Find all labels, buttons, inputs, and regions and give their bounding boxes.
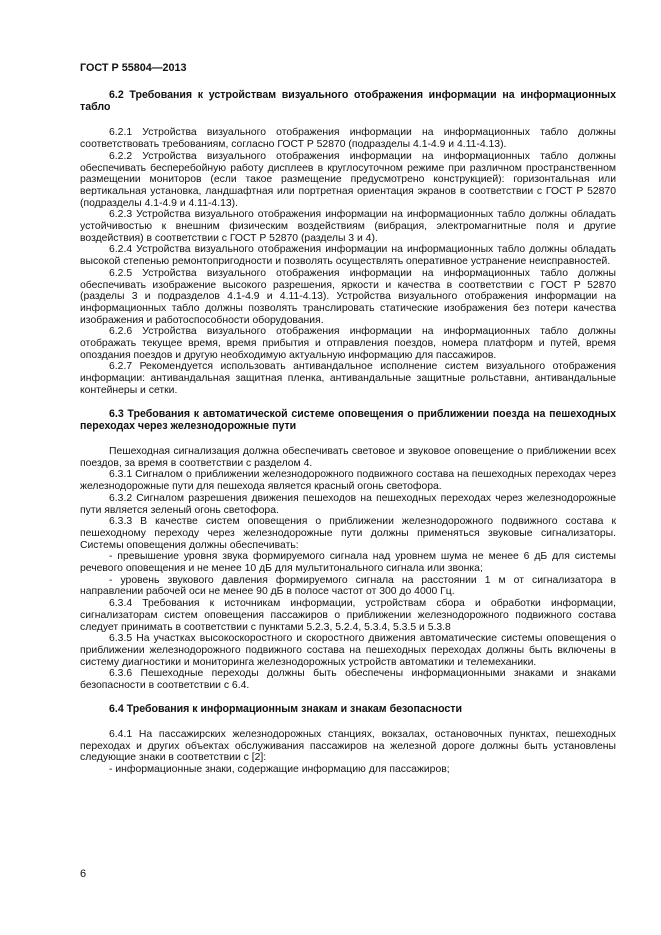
paragraph-6-3-4: 6.3.4 Требования к источникам информации, устройствам сбора и обработки информации, сигнализаторам систем оповещения пассажиров о приближении железнодорожного подвижного состава следует принимать в соответствии с пунктами 5.2.3, 5.2.4, 5.3.4, 5.3.5 и 5.3.8 [80,598,616,633]
paragraph-6-3-intro: Пешеходная сигнализация должна обеспечивать световое и звуковое оповещение о приближении всех поездов, за время в соответствии с разделом 4. [80,445,616,469]
list-item-info-signs: - информационные знаки, содержащие информацию для пассажиров; [109,764,450,776]
paragraph-6-2-5: 6.2.5 Устройства визуального отображения информации на информационных табло должны обеспечивать изображение высокого разрешения, яркости и качества в соответствии с ГОСТ Р 52870 (разделы 3 и подразделов 4.1-4.9 и 4.11-4.13). Устройства визуального отображения информации на информационных табло должны позволять транслировать статические изображения без потери качества изображения и работоспособности оборудования. [80,267,616,326]
paragraph-6-3-6: 6.3.6 Пешеходные переходы должны быть обеспечены информационными знаками и знаками безопасности в соответствии с 6.4. [80,668,616,692]
paragraph-6-3-2: 6.3.2 Сигналом разрешения движения пешеходов на пешеходных переходах через железнодорожные пути является зеленый огонь светофора. [80,492,616,516]
standard-header: ГОСТ Р 55804—2013 [80,62,187,74]
document-body [80,89,616,776]
section-6-4-title: 6.4 Требования к информационным знакам и знакам безопасности [109,702,463,715]
section-6-2-title: 6.2 Требования к устройствам визуального отображения информации на информационных табло [80,89,616,114]
paragraph-6-3-1: 6.3.1 Сигналом о приближении железнодорожного подвижного состава на пешеходных переходах через железнодорожные пути для пешехода является красный огонь светофора. [80,469,616,493]
paragraph-6-3-3: 6.3.3 В качестве систем оповещения о приближении железнодорожного подвижного состава к пешеходному переходу через железнодорожные пути должны применяться звуковые сигнализаторы. Системы оповещения должны обеспечивать: [80,516,616,551]
section-6-3-title: 6.3 Требования к автоматической системе оповещения о приближении поезда на пешеходных переходах через железнодорожные пути [80,407,616,432]
list-item-sound-pressure: - уровень звукового давления формируемого сигнала на расстоянии 1 м от сигнализатора в направлении рабочей оси не менее 90 дБ в полосе частот от 300 до 4000 Гц. [80,574,616,598]
page-number: 6 [80,868,87,880]
list-item-sound-level: - превышение уровня звука формируемого сигнала над уровнем шума не менее 6 дБ для системы речевого оповещения и не менее 10 дБ для мультитонального сигнала или звонка; [80,551,616,575]
paragraph-6-4-1: 6.4.1 На пассажирских железнодорожных станциях, вокзалах, остановочных пунктах, пешеходных переходах и других объектах обслуживания пассажиров на железной дороге должны быть установлены следующие знаки в соответствии с [2]: [80,728,616,764]
paragraph-6-2-4: 6.2.4 Устройства визуального отображения информации на информационных табло должны обладать высокой степенью ремонтопригодности и позволять осуществлять оперативное устранение неисправностей. [80,244,616,268]
paragraph-6-2-7: 6.2.7 Рекомендуется использовать антивандальное исполнение систем визуального отображения информации: антивандальная защитная пленка, антивандальные защитные рольставни, антивандальные контейнеры и сетки. [80,361,616,396]
paragraph-6-2-3: 6.2.3 Устройства визуального отображения информации на информационных табло должны обладать устойчивостью к внешним физическим воздействиям (вибрация, электромагнитные поля и другие воздействия) в соответствии с ГОСТ Р 52870 (разделы 3 и 4). [80,209,616,244]
paragraph-6-3-5: 6.3.5 На участках высокоскоростного и скоростного движения автоматические системы оповещения о приближении железнодорожного подвижного состава на пешеходных переходах должны быть включены в систему диагностики и мониторинга железнодорожных устройств автоматики и телемеханики. [80,633,616,668]
paragraph-6-2-2: 6.2.2 Устройства визуального отображения информации на информационных табло должны обеспечивать бесперебойную работу дисплеев в круглосуточном режиме при различном пространственном размещении мониторов (если такое размещение предусмотрено конструкцией): горизонтальная или вертикальная установка, ландшафтная или портретная ориентация экранов в соответствии с ГОСТ Р 52870 (подразделы 4.1-4.9 и 4.11-4.13). [80,150,616,209]
paragraph-6-2-1: 6.2.1 Устройства визуального отображения информации на информационных табло должны соответствовать требованиям, согласно ГОСТ Р 52870 (подразделы 4.1-4.9 и 4.11-4.13). [80,127,616,151]
paragraph-6-2-6: 6.2.6 Устройства визуального отображения информации на информационных табло должны отображать текущее время, время прибытия и отправления поездов, номера платформ и путей, время опоздания поездов и другую необходимую актуальную информацию для пассажиров. [80,326,616,361]
